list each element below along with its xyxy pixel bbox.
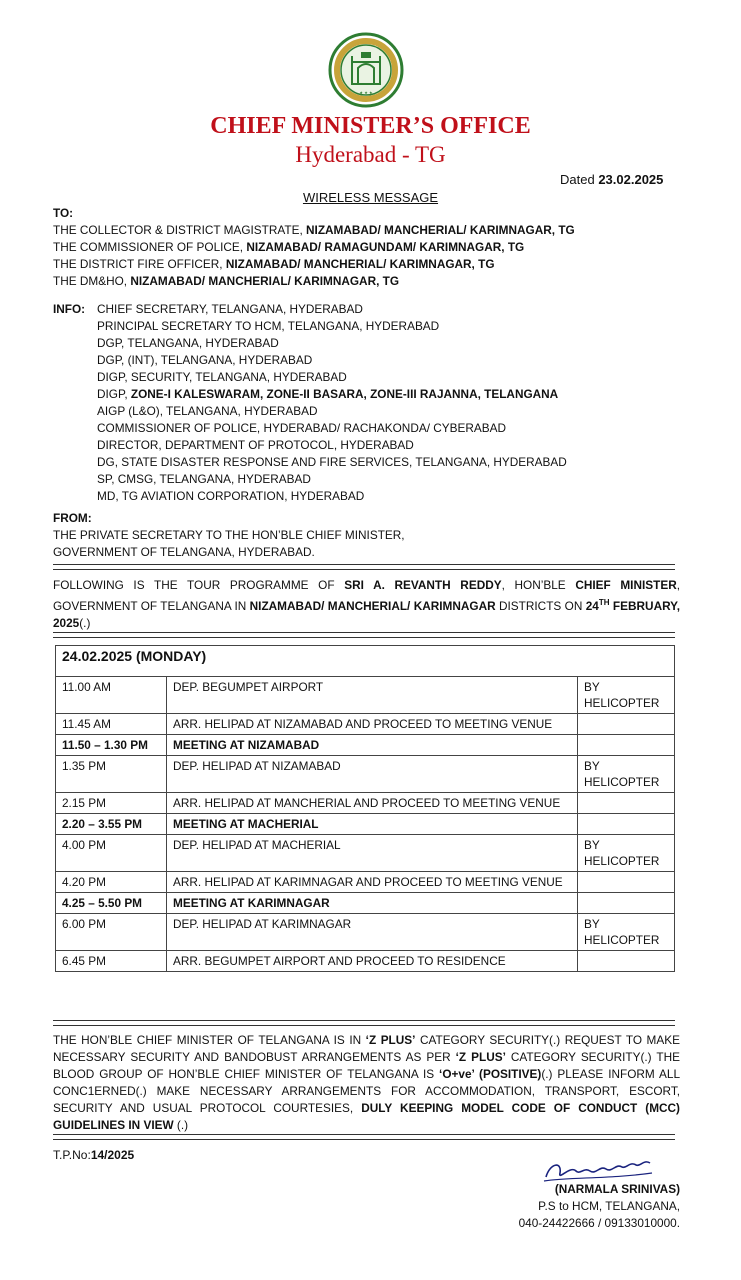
info-line: AIGP (L&O), TELANGANA, HYDERABAD: [97, 404, 318, 418]
info-line: DIGP, SECURITY, TELANGANA, HYDERABAD: [97, 370, 347, 384]
separator-rule: [53, 564, 675, 570]
info-line: DG, STATE DISASTER RESPONSE AND FIRE SERVICES, TELANGANA, HYDERABAD: [97, 455, 567, 469]
svg-text:★ ★ ★: ★ ★ ★: [359, 90, 373, 95]
table-row: 6.45 PM ARR. BEGUMPET AIRPORT AND PROCEED TO RESIDENCE: [56, 951, 675, 972]
to-line: THE DM&HO, NIZAMABAD/ MANCHERIAL/ KARIMNAGAR, TG: [53, 274, 400, 288]
table-row: 4.25 – 5.50 PM MEETING AT KARIMNAGAR: [56, 893, 675, 914]
info-line: DGP, (INT), TELANGANA, HYDERABAD: [97, 353, 313, 367]
info-line: PRINCIPAL SECRETARY TO HCM, TELANGANA, HYDERABAD: [97, 319, 440, 333]
info-line: DIGP, ZONE-I KALESWARAM, ZONE-II BASARA, ZONE-III RAJANNA, TELANGANA: [97, 387, 559, 401]
contact-phone: 040-24422666 / 09133010000.: [518, 1216, 680, 1230]
office-title: CHIEF MINISTER’S OFFICE: [210, 113, 531, 139]
signatory-designation: P.S to HCM, TELANGANA,: [538, 1199, 680, 1213]
info-label: INFO:: [53, 302, 86, 316]
info-line: MD, TG AVIATION CORPORATION, HYDERABAD: [97, 489, 365, 503]
schedule-date-row: [56, 646, 675, 677]
table-row: 2.20 – 3.55 PM MEETING AT MACHERIAL: [56, 814, 675, 835]
to-line: THE COLLECTOR & DISTRICT MAGISTRATE, NIZAMABAD/ MANCHERIAL/ KARIMNAGAR, TG: [53, 223, 575, 237]
schedule-table: [55, 645, 675, 972]
separator-rule: [53, 1020, 675, 1026]
tp-number: T.P.No:14/2025: [53, 1148, 135, 1162]
table-row: 1.35 PM DEP. HELIPAD AT NIZAMABAD BY HELICOPTER: [56, 756, 675, 793]
info-line: SP, CMSG, TELANGANA, HYDERABAD: [97, 472, 311, 486]
table-row: 4.20 PM ARR. HELIPAD AT KARIMNAGAR AND PROCEED TO MEETING VENUE: [56, 872, 675, 893]
table-row: 2.15 PM ARR. HELIPAD AT MANCHERIAL AND PROCEED TO MEETING VENUE: [56, 793, 675, 814]
schedule-date-heading: 24.02.2025 (MONDAY): [56, 646, 675, 677]
dated-label: Dated: [560, 172, 595, 187]
table-row: 11.45 AM ARR. HELIPAD AT NIZAMABAD AND PROCEED TO MEETING VENUE: [56, 714, 675, 735]
info-line: COMMISSIONER OF POLICE, HYDERABAD/ RACHAKONDA/ CYBERABAD: [97, 421, 507, 435]
info-label-wrap: [53, 301, 85, 318]
info-line: CHIEF SECRETARY, TELANGANA, HYDERABAD: [97, 302, 363, 316]
info-line: DIRECTOR, DEPARTMENT OF PROTOCOL, HYDERABAD: [97, 438, 414, 452]
separator-rule: [53, 1134, 675, 1140]
to-block: [53, 205, 575, 290]
table-row: 11.50 – 1.30 PM MEETING AT NIZAMABAD: [56, 735, 675, 756]
separator-rule: [53, 632, 675, 638]
office-city: Hyderabad - TG: [295, 142, 446, 167]
from-line: GOVERNMENT OF TELANGANA, HYDERABAD.: [53, 545, 315, 559]
to-label: TO:: [53, 206, 74, 220]
message-type-heading: WIRELESS MESSAGE: [302, 190, 439, 205]
security-note-paragraph: THE HON’BLE CHIEF MINISTER OF TELANGANA IS IN ‘Z PLUS’ CATEGORY SECURITY(.) REQUEST TO MAKE NECESSARY SECURITY AND BANDOBUST ARRANGEMENTS AS PER ‘Z PLUS’ CATEGORY SECURITY(.) THE BLOOD GROUP OF HON’BLE CHIEF MINISTER OF TELANGANA IS ‘O+ve’ (POSITIVE)(.) PLEASE INFORM ALL CONC1ERNED(.) MAKE NECESSARY ARRANGEMENTS FOR ACCOMMODATION, TRANSPORT, ESCORT, SECURITY AND USUAL PROTOCOL COURTESIES, DULY KEEPING MODEL CODE OF CONDUCT (MCC) GUIDELINES IN VIEW (.): [53, 1033, 681, 1132]
info-block: [97, 301, 567, 505]
table-row: 4.00 PM DEP. HELIPAD AT MACHERIAL BY HELICOPTER: [56, 835, 675, 872]
telangana-government-seal: [328, 32, 404, 108]
info-line: DGP, TELANGANA, HYDERABAD: [97, 336, 279, 350]
dated-value: 23.02.2025: [598, 172, 664, 187]
table-row: 6.00 PM DEP. HELIPAD AT KARIMNAGAR BY HELICOPTER: [56, 914, 675, 951]
table-row: 11.00 AM DEP. BEGUMPET AIRPORT BY HELICOPTER: [56, 677, 675, 714]
signatory-name: (NARMALA SRINIVAS): [554, 1182, 680, 1196]
dated-line: [560, 172, 663, 187]
to-line: THE DISTRICT FIRE OFFICER, NIZAMABAD/ MANCHERIAL/ KARIMNAGAR, TG: [53, 257, 495, 271]
from-line: THE PRIVATE SECRETARY TO THE HON’BLE CHIEF MINISTER,: [53, 528, 405, 542]
from-label: FROM:: [53, 511, 92, 525]
tour-intro-paragraph: FOLLOWING IS THE TOUR PROGRAMME OF SRI A. REVANTH REDDY, HON’BLE CHIEF MINISTER, GOVERNMENT OF TELANGANA IN NIZAMABAD/ MANCHERIAL/ KARIMNAGAR DISTRICTS ON 24TH FEBRUARY, 2025(.): [53, 578, 681, 630]
to-line: THE COMMISSIONER OF POLICE, NIZAMABAD/ RAMAGUNDAM/ KARIMNAGAR, TG: [53, 240, 525, 254]
from-block: [53, 510, 405, 561]
